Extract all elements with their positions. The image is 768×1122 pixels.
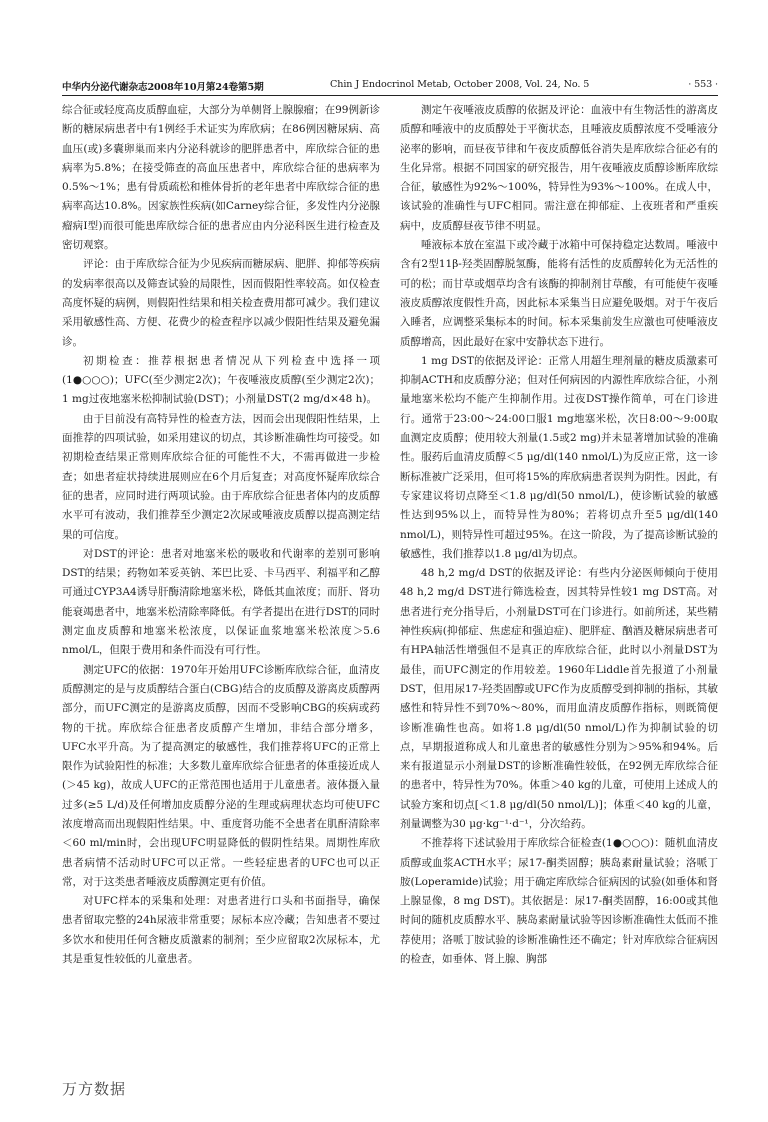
paragraph: 48 h,2 mg/d DST的依据及评论：有些内分泌医师倾向于使用48 h,2 mg/d DST进行筛选检查，因其特异性较1 mg DST高。对患者进行充分指导后，小剂量DST可在门诊进行。如前所述，某些精神性疾病(抑郁症、焦虑症和强迫症)、肥胖症、酗酒及糖尿病患者可有HPA轴活性增强但不是真正的库欣综合征，此时以小剂量DST为最佳，而UFC测定的作用较差。1960年Liddle首先报道了小剂量DST，但用尿17-羟类固醇或UFC作为皮质醇受到抑制的指标，其敏感性和特异性不到70%～80%，而用血清皮质醇作指标，则既简便诊断准确性也高。如将1.8 μg/dl(50 nmol/L)作为抑制试验的切点，早期报道称成人和儿童患者的敏感性分别为＞95%和94%。后来有报道显示小剂量DST的诊断准确性较低，在92例无库欣综合征的患者中，特异性为70%。体重＞40 kg的儿童，可使用上述成人的试验方案和切点[＜1.8 μg/dl(50 nmol/L)]；体重＜40 kg的儿童，剂量调整为30 μg·kg⁻¹·d⁻¹，分次给药。	[400, 567, 718, 830]
paragraph: 对UFC样本的采集和处理：对患者进行口头和书面指导，确保患者留取完整的24h尿液非常重要；尿标本应冷藏；告知患者不要过多饮水和使用任何含糖皮质激素的制剂；至少应留取2次尿标本，尤其是重复性较低的儿童患者。	[62, 895, 380, 966]
paragraph: 唾液标本放在室温下或冷藏于冰箱中可保持稳定达数周。唾液中含有2型11β-羟类固醇脱氢酶，能将有活性的皮质醇转化为无活性的可的松；而甘草或烟草均含有该酶的抑制剂甘草酸，有可能使午夜唾液皮质醇浓度假性升高，因此标本采集当日应避免吸烟。对于午夜后入睡者，应调整采集标本的时间。标本采集前发生应激也可使唾液皮质醇增高，因此最好在家中安静状态下进行。	[400, 239, 718, 348]
paragraph: 初期检查：推荐根据患者情况从下列检查中选择一项(1●○○○)；UFC(至少测定2次)；午夜唾液皮质醇(至少测定2次)；1 mg过夜地塞米松抑制试验(DST)；小剂量DST(2 mg/d×48 h)。	[62, 354, 380, 406]
paragraph: 不推荐将下述试验用于库欣综合征检查(1●○○○)：随机血清皮质醇或血浆ACTH水平；尿17-酮类固醇；胰岛素耐量试验；洛哌丁胺(Loperamide)试验；用于确定库欣综合征病因的试验(如垂体和肾上腺显像，8 mg DST)。其依据是：尿17-酮类固醇，16:00或其他时间的随机皮质醇水平、胰岛素耐量试验等因诊断准确性太低而不推荐使用；洛哌丁胺试验的诊断准确性还不确定；针对库欣综合征病因的检查，如垂体、肾上腺、胸部	[400, 837, 718, 966]
paragraph: 对DST的评论：患者对地塞米松的吸收和代谢率的差别可影响DST的结果；药物如苯妥英钠、苯巴比妥、卡马西平、利福平和乙醇可通过CYP3A4诱导肝酶清除地塞米松，降低其血浓度；而肝、肾功能衰竭患者中，地塞米松清除率降低。有学者提出在进行DST的同时测定血皮质醇和地塞米松浓度，以保证血浆地塞米松浓度＞5.6 nmol/L，但限于费用和条件而没有可行性。	[62, 547, 380, 657]
journal-english-info: Chin J Endocrinol Metab, October 2008, Vol. 24, No. 5	[330, 79, 590, 90]
journal-issue-info: 中华内分泌代谢杂志2008年10月第24卷第5期	[62, 82, 264, 93]
left-column	[62, 101, 380, 969]
header-rule	[62, 95, 718, 96]
paragraph: 测定UFC的依据：1970年开始用UFC诊断库欣综合征，血清皮质醇测定的是与皮质醇结合蛋白(CBG)结合的皮质醇及游离皮质醇两部分，而UFC测定的是游离皮质醇，因而不受影响CBG的疾病或药物的干扰。库欣综合征患者皮质醇产生增加，非结合部分增多，UFC水平升高。为了提高测定的敏感性，我们推荐将UFC的正常上限作为试验阳性的标准；大多数儿童库欣综合征患者的体重接近成人(＞45 kg)，故成人UFC的正常范围也适用于儿童患者。液体摄入量过多(≥5 L/d)及任何增加皮质醇分泌的生理或病理状态均可使UFC浓度增高而出现假阳性结果。中、重度肾功能不全患者在肌酐清除率＜60 ml/min时，会出现UFC明显降低的假阴性结果。周期性库欣患者病情不活动时UFC可以正常。一些轻症患者的UFC也可以正常，对于这类患者唾液皮质醇测定更有价值。	[62, 663, 380, 888]
running-header	[62, 79, 718, 95]
watermark-footer: 万方数据	[62, 1080, 127, 1098]
right-column	[400, 101, 718, 969]
paragraph: 1 mg DST的依据及评论：正常人用超生理剂量的糖皮质激素可抑制ACTH和皮质醇分泌；但对任何病因的内源性库欣综合征，小剂量地塞米松均不能产生抑制作用。过夜DST操作简单，可在门诊进行。通常于23:00～24:00口服1 mg地塞米松，次日8:00～9:00取血测定皮质醇；使用较大剂量(1.5或2 mg)并未显著增加试验的准确性。服药后血清皮质醇＜5 μg/dl(140 nmol/L)为反应正常，这一诊断标准被广泛采用，但可将15%的库欣病患者误判为阴性。因此，有专家建议将切点降至＜1.8 μg/dl(50 nmol/L)，使诊断试验的敏感性达到95%以上，而特异性为80%；若将切点升至5 μg/dl(140 nmol/L)，则特异性可超过95%。在这一阶段，为了提高诊断试验的敏感性，我们推荐以1.8 μg/dl为切点。	[400, 354, 718, 560]
page-number: · 553 ·	[688, 79, 718, 90]
paragraph: 由于目前没有高特异性的检查方法，因而会出现假阳性结果，上面推荐的四项试验，如采用建议的切点，其诊断准确性均可接受。如初期检查结果正常则库欣综合征的可能性不大，不需再做进一步检查；如患者症状持续进展则应在6个月后复查；对高度怀疑库欣综合征的患者，应同时进行两项试验。由于库欣综合征患者体内的皮质醇水平可有波动，我们推荐至少测定2次尿或唾液皮质醇以提高测定结果的可信度。	[62, 412, 380, 541]
paragraph: 评论：由于库欣综合征为少见疾病而糖尿病、肥胖、抑郁等疾病的发病率很高以及筛查试验的局限性，因而假阳性率较高。如仅检查高度怀疑的病例，则假阳性结果和相关检查费用都可减少。我们建议采用敏感性高、方便、花费少的检查程序以减少假阳性结果及避免漏诊。	[62, 258, 380, 348]
paragraph: 综合征或轻度高皮质醇血症，大部分为单侧肾上腺腺瘤；在99例新诊断的糖尿病患者中有1例经手术证实为库欣病；在86例因糖尿病、高血压(或)多囊卵巢而来内分泌科就诊的肥胖患者中，库欣综合征的患病率为5.8%；在接受筛查的高血压患者中，库欣综合征的患病率为0.5%～1%；患有骨质疏松和椎体骨折的老年患者中库欣综合征的患病率高达10.8%。因家族性疾病(如Carney综合征，多发性内分泌腺瘤病Ⅰ型)而很可能患库欣综合征的患者应由内分泌科医生进行检查及密切观察。	[62, 104, 380, 252]
paragraph: 测定午夜唾液皮质醇的依据及评论：血液中有生物活性的游离皮质醇和唾液中的皮质醇处于平衡状态，且唾液皮质醇浓度不受唾液分泌率的影响，而昼夜节律和午夜皮质醇低谷消失是库欣综合征必有的生化异常。根据不同国家的研究报告，用午夜唾液皮质醇诊断库欣综合征，敏感性为92%～100%，特异性为93%～100%。在成人中，该试验的准确性与UFC相同。需注意在抑郁症、上夜班者和严重疾病中，皮质醇昼夜节律不明显。	[400, 104, 718, 232]
